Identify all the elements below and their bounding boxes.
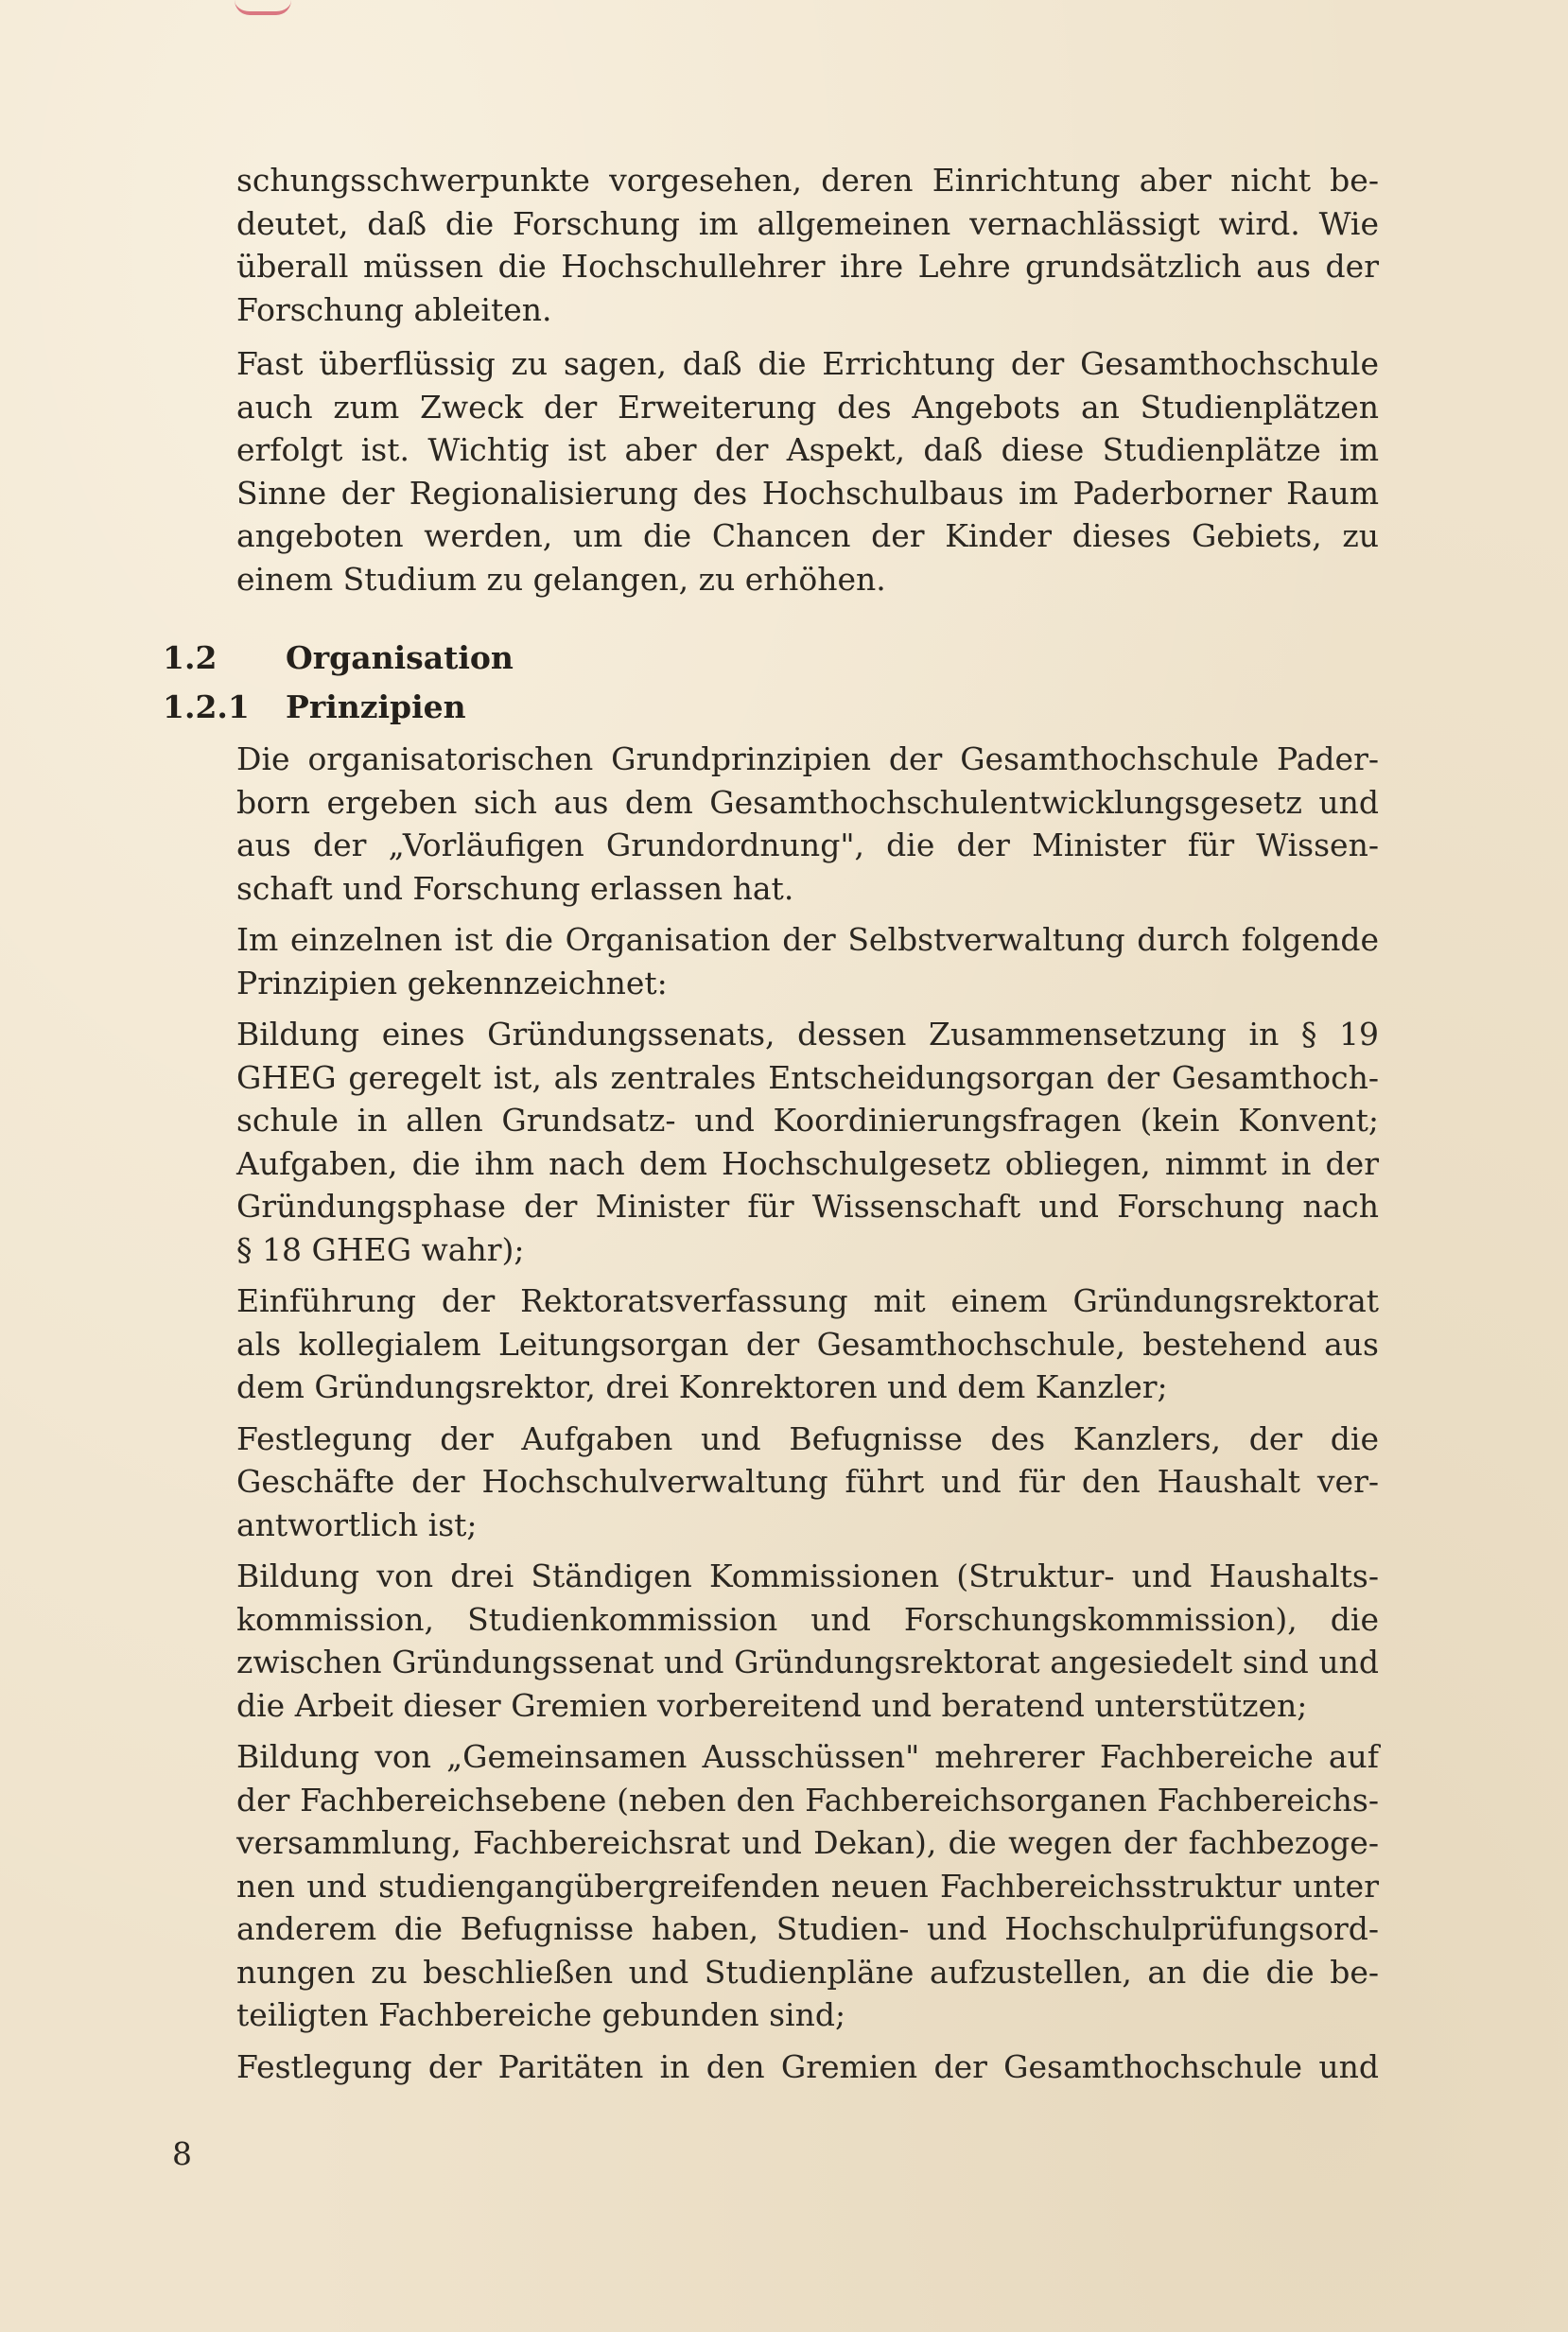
text-line: zwischen Gründungssenat und Gründungsrektorat angesiedelt sind und (236, 1644, 1379, 1680)
text-line: kommission, Studienkommission und Forschungskommission), die (236, 1600, 1379, 1638)
body-paragraph-4 (236, 1279, 1379, 1409)
text-line: einem Studium zu gelangen, zu erhöhen. (236, 560, 886, 598)
text-line: Festlegung der Aufgaben und Befugnisse des Kanzlers, der die (236, 1419, 1379, 1457)
body-text (236, 738, 1379, 2088)
text-line: die Arbeit dieser Gremien vorbereitend und beratend unterstützen; (236, 1686, 1308, 1724)
text-line: anderem die Befugnisse haben, Studien- und Hochschulprüfungsord- (236, 1910, 1379, 1947)
text-line: Fast überflüssig zu sagen, daß die Errichtung der Gesamthochschule (236, 345, 1379, 382)
text-line: born ergeben sich aus dem Gesamthochschulentwicklungsgesetz und (236, 783, 1379, 821)
text-line: Bildung von „Gemeinsamen Ausschüssen" mehrerer Fachbereiche auf (236, 1738, 1379, 1775)
text-line: schule in allen Grundsatz- und Koordinierungsfragen (kein Konvent; (236, 1102, 1379, 1139)
text-line: § 18 GHEG wahr); (236, 1230, 525, 1268)
text-line: Die organisatorischen Grundprinzipien der Gesamthochschule Pader- (236, 740, 1379, 777)
text-line: auch zum Zweck der Erweiterung des Angebots an Studienplätzen (236, 388, 1379, 426)
body-paragraph-3 (236, 1013, 1379, 1271)
ink-mark (235, 0, 291, 15)
intro-paragraph-2 (236, 342, 1379, 600)
section-title: Prinzipien (286, 688, 466, 725)
text-line: schungsschwerpunkte vorgesehen, deren Einrichtung aber nicht be- (236, 162, 1379, 199)
text-line: teiligten Fachbereiche gebunden sind; (236, 1996, 846, 2033)
body-paragraph-6 (236, 1555, 1379, 1727)
text-line: erfolgt ist. Wichtig ist aber der Aspekt, daß diese Studienplätze im (236, 431, 1379, 468)
text-line: Geschäfte der Hochschulverwaltung führt und für den Haushalt ver- (236, 1463, 1379, 1500)
text-line: Forschung ableiten. (236, 290, 552, 328)
text-line: Bildung von drei Ständigen Kommissionen (Struktur- und Haushalts- (236, 1558, 1379, 1594)
text-line: Im einzelnen ist die Organisation der Selbstverwaltung durch folgende (236, 921, 1379, 958)
text-line: Festlegung der Paritäten in den Gremien der Gesamthochschule und (236, 2047, 1379, 2085)
text-line: Sinne der Regionalisierung des Hochschulbaus im Paderborner Raum (236, 474, 1379, 512)
body-paragraph-5 (236, 1418, 1379, 1547)
section-heading-1-2 (163, 639, 514, 676)
text-line: angeboten werden, um die Chancen der Kinder dieses Gebiets, zu (236, 517, 1379, 554)
text-line: antwortlich ist; (236, 1505, 478, 1543)
text-line: deutet, daß die Forschung im allgemeinen vernachlässigt wird. Wie (236, 204, 1379, 242)
page-number: 8 (172, 2135, 192, 2172)
text-line: Aufgaben, die ihm nach dem Hochschulgesetz obliegen, nimmt in der (236, 1144, 1379, 1182)
text-line: nen und studiengangübergreifenden neuen Fachbereichsstruktur unter (236, 1867, 1379, 1905)
body-paragraph-2 (236, 918, 1379, 1004)
text-line: aus der „Vorläufigen Grundordnung", die der Minister für Wissen- (236, 827, 1379, 863)
intro-paragraph-1 (236, 159, 1379, 331)
intro-text (236, 159, 1379, 600)
section-number: 1.2.1 (163, 688, 250, 725)
text-line: versammlung, Fachbereichsrat und Dekan), die wegen der fachbezoge- (236, 1824, 1379, 1861)
body-paragraph-7 (236, 1735, 1379, 2037)
text-line: überall müssen die Hochschullehrer ihre Lehre grundsätzlich aus der (236, 248, 1379, 285)
text-line: schaft und Forschung erlassen hat. (236, 869, 794, 907)
body-paragraph-8 (236, 2045, 1379, 2089)
body-paragraph-1 (236, 738, 1379, 910)
section-title: Organisation (286, 639, 514, 676)
section-number: 1.2 (163, 639, 218, 676)
text-line: dem Gründungsrektor, drei Konrektoren und dem Kanzler; (236, 1368, 1168, 1405)
text-line: Einführung der Rektoratsverfassung mit einem Gründungsrektorat (236, 1282, 1379, 1319)
text-line: nungen zu beschließen und Studienpläne aufzustellen, an die die be- (236, 1953, 1379, 1991)
text-line: Prinzipien gekennzeichnet: (236, 964, 668, 1001)
text-line: Gründungsphase der Minister für Wissenschaft und Forschung nach (236, 1188, 1379, 1225)
text-line: Bildung eines Gründungssenats, dessen Zusammensetzung in § 19 (236, 1016, 1379, 1053)
text-line: GHEG geregelt ist, als zentrales Entscheidungsorgan der Gesamthoch- (236, 1058, 1379, 1096)
text-line: der Fachbereichsebene (neben den Fachbereichsorganen Fachbereichs- (236, 1781, 1379, 1819)
section-heading-1-2-1 (163, 688, 466, 725)
text-line: als kollegialem Leitungsorgan der Gesamthochschule, bestehend aus (236, 1325, 1379, 1363)
